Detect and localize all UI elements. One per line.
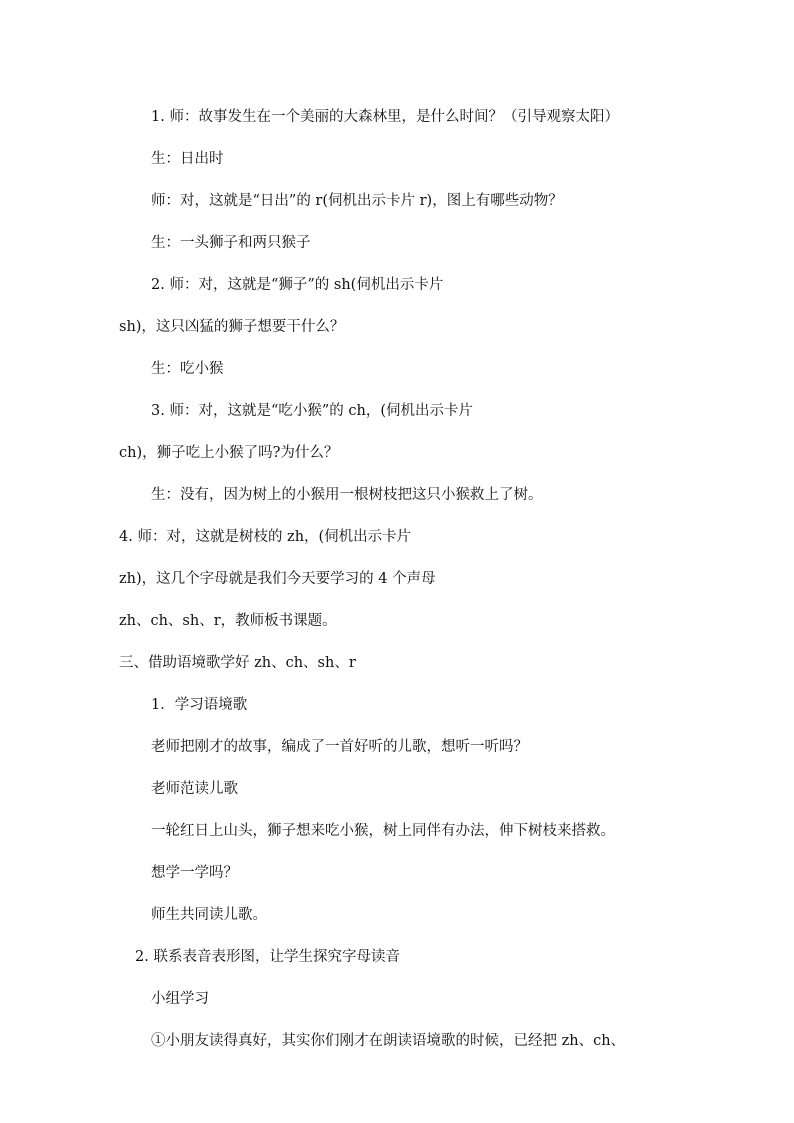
text-line: 师：对，这就是“日出”的 r(伺机出示卡片 r)，图上有哪些动物？ <box>151 193 563 209</box>
text-line: 生：一头狮子和两只猴子 <box>151 235 311 251</box>
section-heading: 三、借助语境歌学好 zh、ch、sh、r <box>119 655 356 671</box>
text-line: sh)，这只凶猛的狮子想要干什么？ <box>119 319 345 335</box>
text-line: 3. 师：对，这就是“吃小猴”的 ch，(伺机出示卡片 <box>151 403 473 419</box>
text-line: 2. 联系表音表形图，让学生探究字母读音 <box>135 949 400 965</box>
text-line: ch)，狮子吃上小猴了吗?为什么？ <box>119 445 339 461</box>
text-line: 老师范读儿歌 <box>151 781 238 797</box>
text-line: 1．学习语境歌 <box>151 697 248 713</box>
text-line: 想学一学吗？ <box>151 865 238 881</box>
text-line: 1. 师：故事发生在一个美丽的大森林里，是什么时间？（引导观察太阳） <box>151 109 619 125</box>
text-line: 小组学习 <box>151 991 209 1007</box>
text-line: zh)，这几个字母就是我们今天要学习的 4 个声母 <box>119 571 436 587</box>
text-line: 2. 师：对，这就是“狮子”的 sh(伺机出示卡片 <box>151 277 444 293</box>
text-line: ①小朋友读得真好，其实你们刚才在朗读语境歌的时候，已经把 zh、ch、 <box>151 1033 626 1049</box>
text-line: zh、ch、sh、r，教师板书课题。 <box>119 613 337 629</box>
text-line: 师生共同读儿歌。 <box>151 907 267 923</box>
text-line: 一轮红日上山头，狮子想来吃小猴，树上同伴有办法，伸下树枝来搭救。 <box>151 823 615 839</box>
text-line: 生：没有，因为树上的小猴用一根树枝把这只小猴救上了树。 <box>151 487 543 503</box>
text-line: 生：吃小猴 <box>151 361 224 377</box>
text-line: 老师把刚才的故事，编成了一首好听的儿歌，想听一听吗？ <box>151 739 528 755</box>
text-line: 4. 师：对，这就是树枝的 zh，(伺机出示卡片 <box>119 529 412 545</box>
text-line: 生：日出时 <box>151 151 224 167</box>
